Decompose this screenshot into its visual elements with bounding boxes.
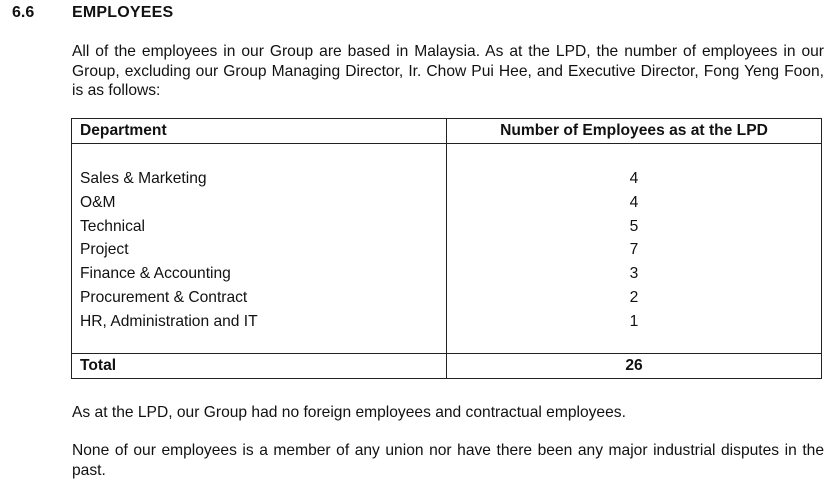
total-label: Total — [72, 354, 447, 379]
department-cell: O&M — [80, 193, 116, 211]
total-value: 26 — [447, 354, 822, 379]
employee-count-cell: 1 — [629, 312, 639, 330]
employee-count-column — [447, 144, 822, 354]
department-column — [72, 144, 447, 354]
table-body-row — [72, 144, 822, 354]
union-note: None of our employees is a member of any union nor have there been any major industrial disputes in the past. — [72, 442, 824, 479]
section-number: 6.6 — [12, 4, 35, 21]
column-header-department: Department — [72, 119, 447, 144]
department-cell: Sales & Marketing — [80, 170, 207, 187]
column-header-employee-count: Number of Employees as at the LPD — [447, 119, 822, 144]
employee-count-cell: 2 — [629, 288, 639, 306]
employee-count-cell: 3 — [629, 265, 639, 283]
table-header-row — [72, 119, 822, 144]
employee-count-cell: 7 — [629, 241, 639, 259]
foreign-employees-note: As at the LPD, our Group had no foreign employees and contractual employees. — [72, 404, 626, 421]
employees-table — [71, 118, 822, 379]
section-title: EMPLOYEES — [72, 4, 174, 21]
employee-count-cell: 4 — [629, 193, 639, 211]
department-cell: Project — [80, 241, 129, 259]
employee-count-cell: 5 — [629, 217, 639, 235]
department-cell: Technical — [80, 217, 146, 235]
table-total-row — [72, 354, 822, 379]
department-cell: HR, Administration and IT — [80, 312, 258, 330]
department-cell: Procurement & Contract — [80, 288, 248, 306]
department-cell: Finance & Accounting — [80, 265, 231, 283]
intro-paragraph: All of the employees in our Group are based in Malaysia. As at the LPD, the number of employees in our Group, excluding our Group Managing Director, Ir. Chow Pui Hee, and Executive Director, Fong Yeng Foon, is as follows: — [72, 43, 824, 99]
employee-count-cell: 4 — [629, 170, 639, 187]
